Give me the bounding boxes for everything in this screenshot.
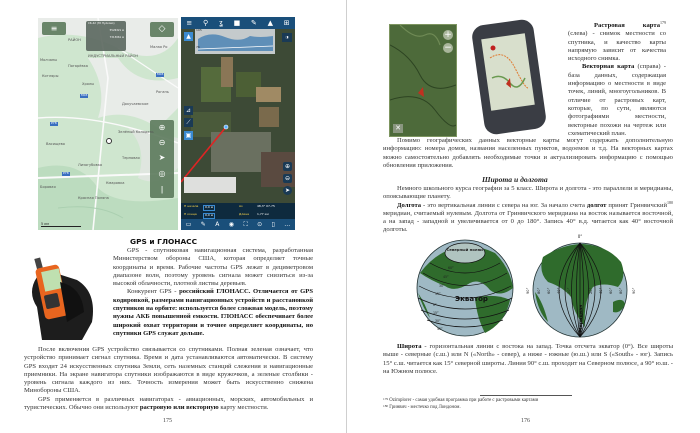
lon-label: 80° <box>537 287 541 294</box>
page-number: 175 <box>163 418 172 424</box>
lat-label: 15° <box>433 311 439 315</box>
navigate-button[interactable] <box>150 150 174 166</box>
footnote-number: 179 <box>383 397 389 401</box>
lat-label: 45° <box>437 327 443 331</box>
frame-icon[interactable]: ⛶ <box>243 220 248 228</box>
layers-icon: ◇ <box>158 24 166 34</box>
scale-bar: 5 км <box>41 222 81 227</box>
menu-icon[interactable]: ≡ <box>186 19 193 27</box>
lon-label: 80° <box>619 287 623 294</box>
latitude-term: Широта <box>397 343 422 350</box>
raster-map-illustration <box>389 24 457 137</box>
section-heading-gps: GPS и ГЛОНАСС <box>130 237 198 246</box>
prime-meridian-label: 0° <box>577 234 583 239</box>
locate-button[interactable] <box>150 166 174 182</box>
navigation-arrow-icon: ➤ <box>158 153 166 162</box>
road-map-screenshot <box>38 18 178 230</box>
map-place-label: Докучаевское <box>122 102 149 106</box>
road-badge: М03 <box>157 72 164 76</box>
trash-icon[interactable]: ▯ <box>271 221 275 228</box>
road-badge: Р78 <box>63 171 69 175</box>
raster-terrain <box>390 25 456 136</box>
bold-text: российский ГЛОНАСС. Отличается от GPS кодировкой, размерами навигационных устройств и расстановкой спутников на орбите: используется более сложная модель, поэтому нужны АКБ повышенной емкости. ГЛОНАСС обеспечивает более широкий охват территории и точнее определяет координаты, но спутники GPS служат дольше. <box>113 288 313 337</box>
compass-button[interactable] <box>150 182 174 198</box>
ruler-button[interactable] <box>184 106 193 115</box>
paragraph: GPS - спутниковая навигационная система, разработанная Министерством обороны США, которая определяет точные координаты и время. Рабочие частоты GPS лежат в дециметровом диапазоне волн, поэтому уровень сигнала может снизиться из-за высокой облачности, плотной листвы деревьев. <box>113 247 313 288</box>
profile-max-label: 195 <box>196 28 202 32</box>
zoom-out-icon: ⊖ <box>158 138 166 147</box>
zoom-in-icon: ⊕ <box>284 163 291 170</box>
footnote <box>383 398 538 404</box>
mountain-icon[interactable]: ▲ <box>267 19 273 27</box>
lat-label: 45° <box>443 275 449 279</box>
paragraph <box>24 396 313 413</box>
map-place-label: Зелёный Колодезь <box>118 130 154 134</box>
map-place-label: Котляры <box>42 74 59 78</box>
grid-icon[interactable]: ⊞ <box>283 19 290 27</box>
footnote-ref[interactable]: 180 <box>667 199 674 205</box>
crosshair-icon: ◎ <box>158 169 166 178</box>
zoom-out-button[interactable] <box>283 174 292 183</box>
azimuth-label: Аз <box>239 204 243 208</box>
longitude-term: Долгота <box>397 201 422 209</box>
lat-label: 60° <box>448 266 454 270</box>
line-icon: ⟋ <box>186 119 191 126</box>
navigation-button[interactable] <box>283 186 292 195</box>
paragraph: Немного школьного курса географии за 5 класс. Широта и долгота - это параллели и меридианы, опоясывающие планету. <box>383 185 673 201</box>
bold-text: растровую или векторную <box>139 404 219 412</box>
lon-label: 40° <box>599 287 603 294</box>
lat-label: 30° <box>439 284 445 288</box>
footnote <box>383 405 461 411</box>
map-place-label: Рогань <box>156 90 169 94</box>
vehicle-button[interactable] <box>184 131 193 140</box>
text-run: Конкурент GPS - <box>127 288 180 296</box>
vector-extra-text <box>383 137 673 170</box>
map-place-label: Васищево <box>46 142 65 146</box>
lat-label: 30° <box>435 319 441 323</box>
track-icon[interactable]: ʓ <box>218 19 223 27</box>
coord-x-value: 5526321 м <box>109 29 124 32</box>
map-place-label: Терновая <box>122 156 140 160</box>
satellite-icon[interactable]: ✎ <box>250 19 257 27</box>
elevation-chart <box>195 29 275 54</box>
pole-label: Северный полюс <box>446 247 484 252</box>
map-place-label: Хролы <box>82 82 95 86</box>
paragraph <box>383 199 674 235</box>
map-place-label: Молчаны <box>40 58 58 62</box>
location-marker-icon <box>106 138 112 144</box>
latlon-intro-text <box>383 185 673 235</box>
coord-system-label: СК-42 (7К Пулково) <box>88 22 115 25</box>
text-run: GPS применяется в различных навигаторах - авиационных, морских, автомобильных и туристических. Обычно они используют <box>24 395 313 412</box>
meridian-label: Меридиан <box>579 304 584 332</box>
text-run: карту местности. <box>218 404 269 412</box>
footnote-text: Ozimplorer - самая удобная программа при работе с растровыми картами <box>388 398 539 403</box>
lon-label: 90° <box>526 287 530 294</box>
measure-panel <box>181 203 295 219</box>
lon-label: 20° <box>589 287 593 294</box>
map-types-text <box>568 19 666 138</box>
map-place-label: Погарёвка <box>68 64 88 68</box>
map-place-label: Малая Ро <box>150 45 168 49</box>
bold-text: долгот <box>586 201 607 209</box>
lon-label: 20° <box>567 287 571 294</box>
mountain-icon: ▲ <box>186 33 191 40</box>
menu-button[interactable] <box>42 22 66 35</box>
target-icon[interactable]: ⊙ <box>257 221 263 228</box>
text-run: меридиан, считаемый нулевым. Долгота от Гринвичского меридиана на восток называется восточной, а на запад - западной и увеличивается от 0 до 180°. Запись 40° в.д. читается как 40° восточной долготы. <box>383 209 673 234</box>
zoom-out-icon: − <box>444 43 452 53</box>
page-number: 176 <box>521 418 530 424</box>
paragraph: После включения GPS устройство связывается со спутниками. Полная зеленая означает, что устройство принимает сигнал спутника. Время и дата устанавливаются автоматически. В систему GPS входит 24 искусственных спутника Земли, сеть наземных станций слежения и навигационные приемники. На экране навигатора спутники изображаются в виде кружочков, а зеленые столбики - уровень сигнала каждого из них. Точность измерения может быть искусственно снижена Минобороны США. <box>24 346 313 395</box>
lon-label: 40° <box>557 287 561 294</box>
latitude-text <box>383 343 673 376</box>
paragraph: Помимо географических данных векторные карты могут содержать дополнительную информацию: номера домов, названия населенных пунктов, водоемов и т.д. На векторных картах можно самостоятельно добавлять необходимые точки и актуализировать информацию с помощью обновления приложения. <box>383 137 673 169</box>
road-badge: М03 <box>81 93 88 97</box>
text-run: - горизонтальная линии с востока на запад. Точка отсчета экватор (0°). Все широты выше - северные (с.ш.) или N («North» - север), а ниже - южные (ю.ш.) или S («South» - юг). Запись 15° с.ш. читается как 15° северной широты. Линия 90° с.ш. проходит на Северном полюсе, а 90° ю.ш. - на Южном полюсе. <box>383 343 673 375</box>
azimuth-value: 48,3° 07-75 <box>257 204 275 208</box>
zoom-out-icon: ⊖ <box>284 175 291 182</box>
zoom-in-button[interactable] <box>283 162 292 171</box>
vector-map-device-illustration <box>470 18 550 136</box>
layers-button[interactable] <box>150 22 174 37</box>
pencil-icon[interactable]: ✎ <box>200 221 206 228</box>
map-place-label: РАЙОН <box>68 38 81 42</box>
map-place-label: Боровая <box>40 185 56 189</box>
equator-label: Экватор <box>455 295 488 303</box>
length-value: 1,77 км <box>257 212 269 216</box>
mode-icon: ◨ <box>285 35 289 39</box>
raster-map-term: Растровая карта <box>594 22 660 29</box>
route-pin-icon[interactable]: ⚲ <box>202 19 209 27</box>
road-badge: Р78 <box>51 121 57 125</box>
h-end-field[interactable]: 0,0 м <box>205 213 213 217</box>
profile-min-label: 76 <box>196 45 200 49</box>
elevation-profile <box>195 29 275 54</box>
length-label: Длина <box>239 212 250 216</box>
satellite-map-screenshot <box>181 17 295 230</box>
vector-map-term: Векторная карта <box>582 63 635 71</box>
measure-info-panel <box>184 177 236 193</box>
longitude-globe <box>523 232 638 342</box>
gps-handheld-illustration <box>22 252 107 342</box>
text-run: (справа) - база данных, содержащая информацию о местности в виде точек, линий, многоугольников. В отличие от растровых карт, которые, по сути, являются фотографиями местности, векторные похожи на чертеж или схематический план. <box>568 63 666 137</box>
footnote-number: 180 <box>383 404 389 408</box>
lat-label: 0° <box>433 303 437 307</box>
lat-label: 15° <box>435 292 441 296</box>
section-heading-latlon: Широта и долгота <box>482 175 548 184</box>
profile-toggle-button[interactable] <box>184 32 193 41</box>
paragraph <box>383 343 673 376</box>
h-start-field[interactable]: 0,0 м <box>205 205 213 209</box>
zoom-out-button[interactable] <box>150 135 174 150</box>
text-run: - это вертикальная линии с севера на юг. За начало счета <box>421 201 587 209</box>
line-button[interactable] <box>184 118 193 127</box>
footnote-ref[interactable]: 179 <box>660 19 666 25</box>
coordinate-panel <box>86 21 126 51</box>
layers-icon[interactable]: ■ <box>233 19 241 27</box>
map-place-label: Красная Поляна <box>78 196 109 200</box>
ruler-icon: ⊿ <box>185 107 192 114</box>
note-icon[interactable]: ▭ <box>185 221 192 228</box>
zoom-in-icon: + <box>444 30 452 40</box>
bottom-toolbar <box>181 219 295 230</box>
lon-label: 60° <box>547 287 551 294</box>
lon-label: 60° <box>609 287 613 294</box>
more-icon[interactable]: … <box>284 221 291 228</box>
mode-button[interactable] <box>282 33 292 42</box>
menu-icon: ≡ <box>50 24 58 33</box>
close-icon: ✕ <box>393 124 403 133</box>
map-place-label: Лизогубовка <box>78 163 103 167</box>
text-run: (слева) - снимок местности со спутника, и качество карты напрямую зависит от качества исходного снимка. <box>568 30 666 63</box>
gps-intro-text <box>113 247 313 338</box>
map-place-label: Кмаровка <box>106 181 125 185</box>
gps-details-text <box>24 346 313 412</box>
compass-needle-icon: ǀ <box>160 185 164 194</box>
map-place-label: ИНДУСТРИАЛЬНЫЙ РАЙОН <box>88 54 139 58</box>
zoom-in-icon: ⊕ <box>158 123 166 132</box>
paragraph <box>113 288 313 338</box>
h-end-label: Н конца <box>184 212 197 216</box>
eye-icon[interactable]: ◉ <box>228 221 235 228</box>
car-icon: ▣ <box>185 132 192 139</box>
lon-label: 90° <box>632 287 636 294</box>
text-run: принят Гринвичский <box>606 201 668 209</box>
coord-y-value: 7313061 м <box>109 36 124 39</box>
h-start-label: Н начала <box>184 204 199 208</box>
footnote-separator <box>480 395 572 396</box>
navigation-arrow-icon: ➤ <box>284 187 291 194</box>
footnote-text: Гринвич - местечко под Лондоном. <box>388 405 461 410</box>
text-icon[interactable]: A <box>215 221 220 228</box>
latitude-globe <box>415 238 515 338</box>
page-divider <box>346 0 347 433</box>
